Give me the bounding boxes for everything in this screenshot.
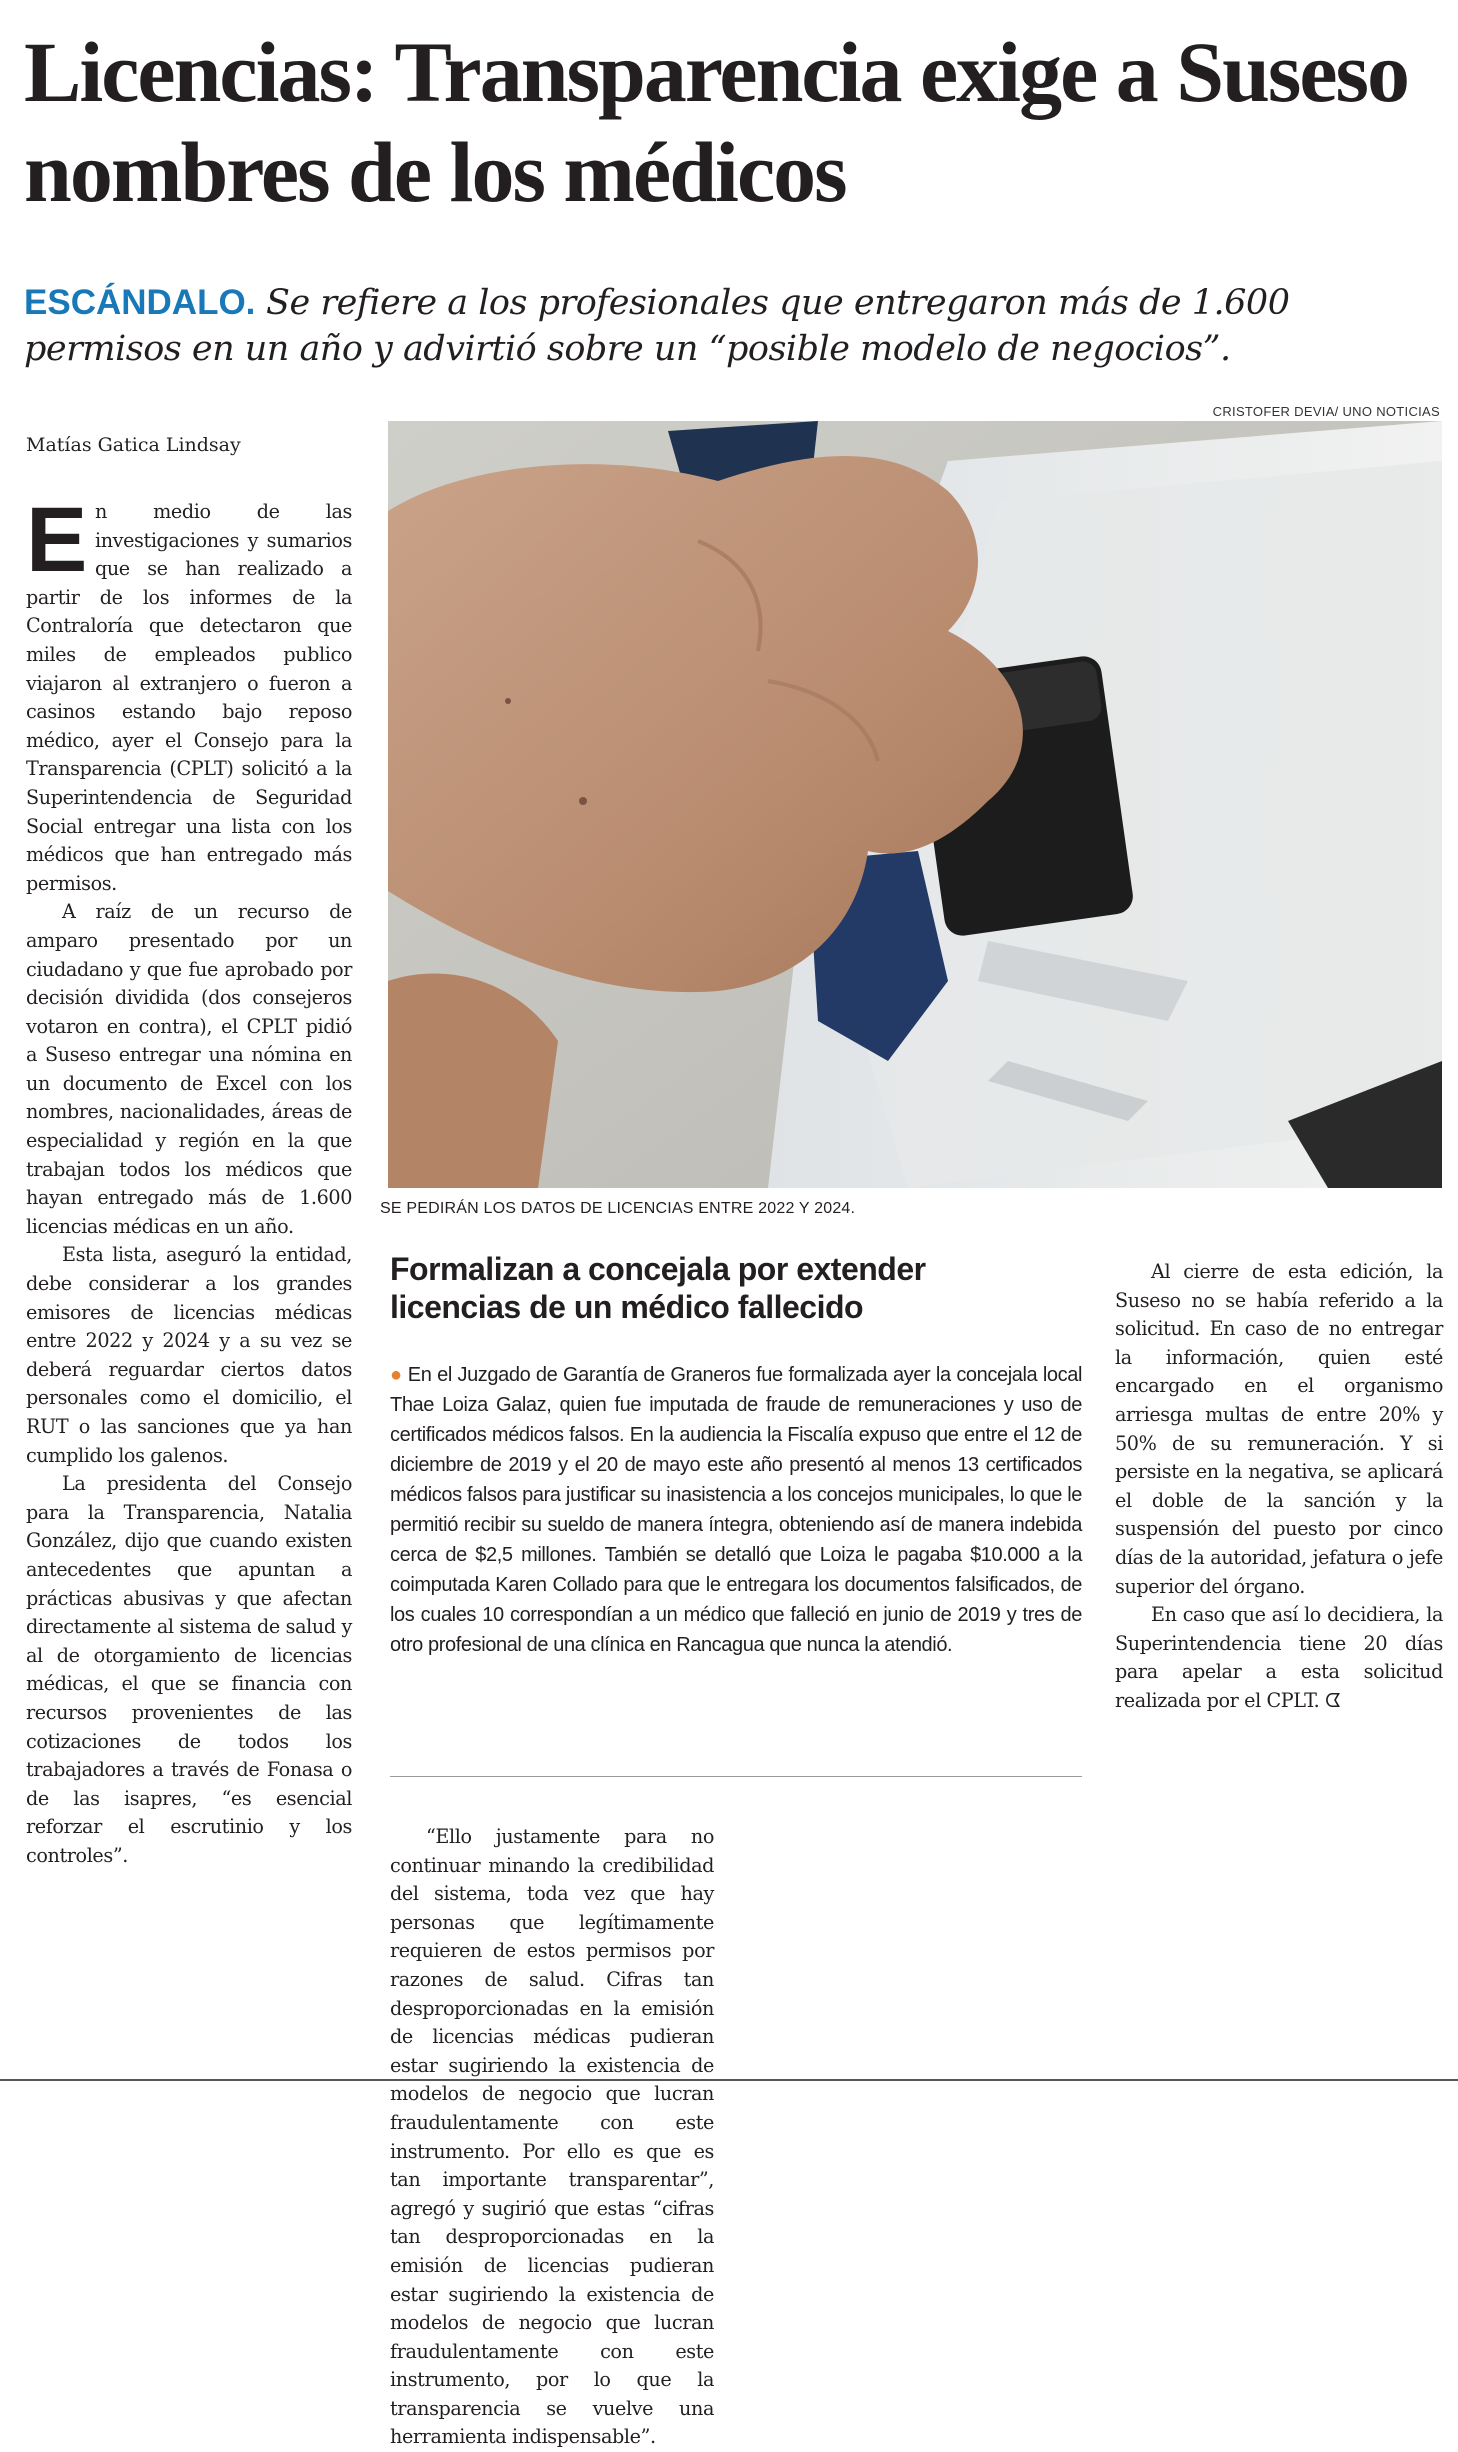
paragraph-3: Esta lista, aseguró la entidad, debe considerar a los grandes emisores de licencias médicas entre 2022 y 2024 y a su vez se deberá reguardar ciertos datos personales como el domicilio, el RUT o las sanciones que ya han cumplido los galenos. (26, 1243, 352, 1467)
article-column-2 (390, 1823, 714, 2452)
sidebar-box-body: En el Juzgado de Garantía de Graneros fue formalizada ayer la concejala local Thae Loiza Galaz, quien fue imputada de fraude de remuneraciones y uso de certificados médicos falsos. En la audiencia la Fiscalía expuso que entre el 12 de diciembre de 2019 y el 20 de mayo este año presentó al menos 13 certificados médicos falsos para justificar su inasistencia a los concejos municipales, lo que le permitió recibir su sueldo de manera íntegra, obteniendo así de manera indebida cerca de $2,5 millones. También se detalló que Loiza le pagaba $10.000 a la coimputada Karen Collado para que le entregara los documentos falsificados, de los cuales 10 correspondían a un médico que falleció en junio de 2019 y tres de otro profesional de una clínica en Rancagua que nunca la atendió. (390, 1364, 1082, 1656)
bullet-icon: ● (390, 1364, 403, 1386)
deck (24, 280, 1444, 372)
dropcap: E (26, 489, 87, 591)
article-column-4 (1115, 1258, 1443, 1716)
article-photo (388, 421, 1442, 1188)
sidebar-box-divider (390, 1776, 1082, 1777)
paragraph-1-text: n medio de las investigaciones y sumarios que se han realizado a partir de los informes de la Contraloría que detectaron que miles de empleados publico viajaron al extranjero o fueron a casinos estando bajo reposo médico, ayer el Consejo para la Transparencia (CPLT) solicitó a la Superintendencia de Seguridad Social entregar una lista con los médicos que han entregado más permisos. (26, 500, 352, 895)
sidebar-box-title: Formalizan a concejala por extender licencias de un médico fallecido (390, 1251, 926, 1325)
kicker: ESCÁNDALO. (24, 283, 256, 322)
paragraph-5: “Ello justamente para no continuar minando la credibilidad del sistema, toda vez que hay personas que legítimamente requieren de estos permisos por razones de salud. Cifras tan desproporcionadas en la emisión de licencias médicas pudieran estar sugiriendo la existencia de modelos de negocio que lucran fraudulentamente con este instrumento. Por ello es que es tan importante transparentar”, agregó y sugirió que estas “cifras tan desproporcionadas en la emisión de licencias pudieran estar sugiriendo la existencia de modelos de negocio que lucran fraudulentamente con este instrumento, por lo que la transparencia se vuelve una herramienta indispensable”. (390, 1825, 714, 2449)
paragraph-2: A raíz de un recurso de amparo presentado por un ciudadano y que fue aprobado por decisión dividida (dos consejeros votaron en contra), el CPLT pidió a Suseso entregar una nómina en un documento de Excel con los nombres, nacionalidades, áreas de especialidad y región en la que trabajan todos los médicos que hayan entregado más de 1.600 licencias médicas en un año. (26, 900, 352, 1238)
headline: Licencias: Transparencia exige a Suseso nombres de los médicos (24, 24, 1408, 220)
paragraph-7-text: En caso que así lo decidiera, la Superintendencia tiene 20 días para apelar a esta solicitud realizada por el CPLT. (1115, 1603, 1443, 1712)
sidebar-box-text (390, 1360, 1082, 1660)
article-column-1 (26, 489, 352, 1871)
photo-credit: CRISTOFER DEVIA/ UNO NOTICIAS (1212, 404, 1440, 419)
paragraph-4: La presidenta del Consejo para la Transparencia, Natalia González, dijo que cuando existen antecedentes que apuntan a prácticas abusivas y que afectan directamente al sistema de salud y al de otorgamiento de licencias médicas, el que se financia con recursos provenientes de las cotizaciones de todos los trabajadores a través de Fonasa o de las isapres, “es esencial reforzar el escrutinio y los controles”. (26, 1472, 352, 1867)
page-bottom-rule (0, 2079, 1458, 2081)
paragraph-1 (26, 489, 352, 898)
byline: Matías Gatica Lindsay (26, 434, 241, 456)
photo-caption: SE PEDIRÁN LOS DATOS DE LICENCIAS ENTRE 2022 Y 2024. (380, 1200, 856, 1217)
end-mark-icon: ᗧ (1325, 1688, 1341, 1712)
paragraph-7 (1115, 1601, 1443, 1715)
paragraph-6: Al cierre de esta edición, la Suseso no se había referido a la solicitud. En caso de no entregar la información, quien esté encargado en el organismo arriesga multas de entre 20% y 50% de su remuneración. Y si persiste en la negativa, se aplicará el doble de la sanción y la suspensión del puesto por cinco días de la autoridad, jefatura o jefe superior del órgano. (1115, 1260, 1443, 1598)
deck-text: Se refiere a los profesionales que entregaron más de 1.600 permisos en un año y advirtió sobre un “posible modelo de negocios”. (24, 283, 1290, 369)
